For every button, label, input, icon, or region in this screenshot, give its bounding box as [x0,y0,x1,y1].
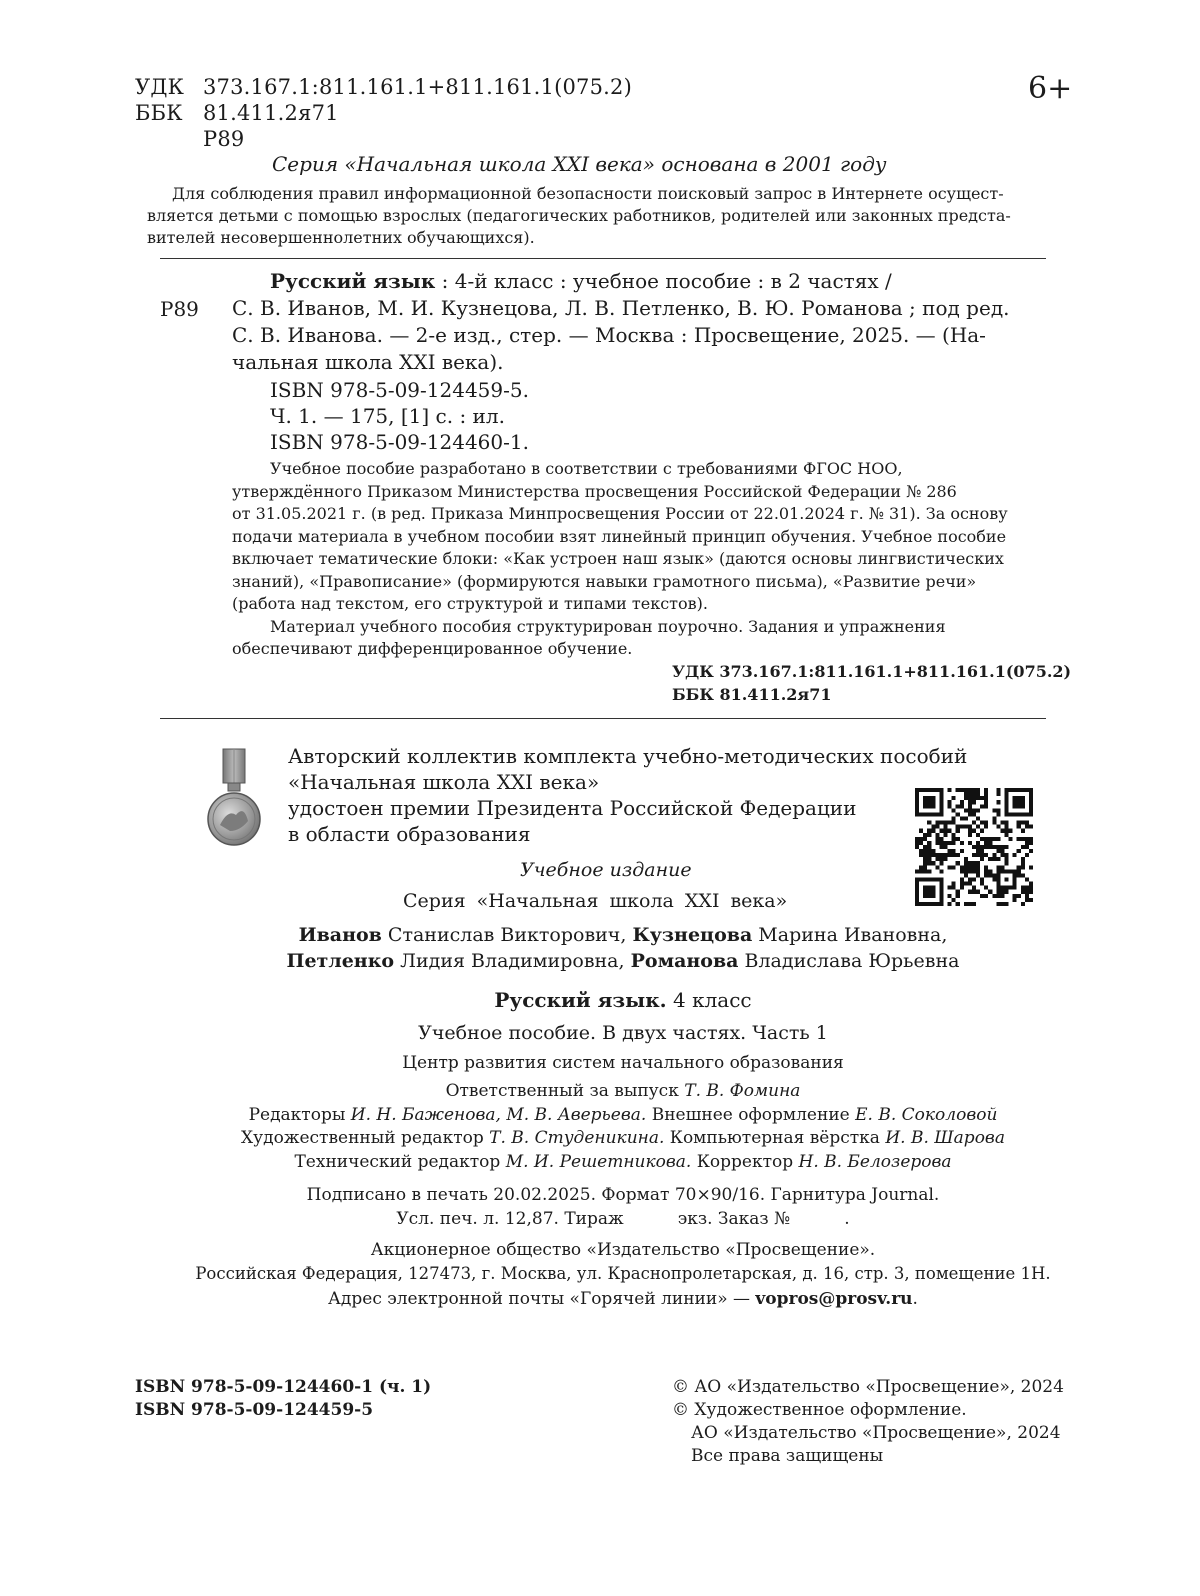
footer-isbn-set: ISBN 978-5-09-124459-5 [135,1400,374,1420]
publisher-line-1: Акционерное общество «Издательство «Просвещение». [370,1240,876,1260]
award-line: Авторский коллектив комплекта учебно-методических пособий [288,744,968,768]
proof-name: Н. В. Белозерова [798,1151,952,1172]
imprint-title-bold: Русский язык. [494,988,667,1012]
author-names: Марина Ивановна, [752,924,948,946]
annotation-line: (работа над текстом, его структурой и типами текстов). [232,594,708,613]
award-line: «Начальная школа XXI века» [288,770,600,794]
series-note: Серия «Начальная школа XXI века» основана в 2001 году [272,152,887,176]
safety-notice-line: вителей несовершеннолетних обучающихся). [147,228,535,247]
annotation-line: Материал учебного пособия структурирован поурочно. Задания и упражнения [270,616,946,636]
age-rating: 6+ [1028,71,1073,106]
author-surname: Кузнецова [632,924,753,946]
proof-label: Корректор [691,1151,799,1172]
edition-type: Учебное издание [520,859,692,881]
art-editor-line [150,1127,1096,1151]
divider-top [160,258,1046,259]
award-line: в области образования [288,822,531,846]
catalog-line-3: С. В. Иванова. — 2-е изд., стер. — Москва : Просвещение, 2025. — (На- [232,323,986,347]
qr-code-icon [915,788,1033,906]
imprint-title-rest: 4 класс [666,988,752,1012]
editors-names: И. Н. Баженова, М. В. Аверьева. [350,1104,647,1125]
footer-isbn [135,1376,431,1422]
email-tail: . [912,1289,918,1309]
award-text [288,743,967,847]
catalog-mark: Р89 [160,297,199,321]
annotation-line: Учебное пособие разработано в соответствии с требованиями ФГОС НОО, [270,459,903,478]
responsible-line [150,1080,1096,1104]
publisher-line-2: Российская Федерация, 127473, г. Москва, ул. Краснопролетарская, д. 16, стр. 3, помещение 1Н. [195,1264,1051,1283]
imprint-credits [150,1080,1096,1174]
tech-editor-label: Технический редактор [294,1151,506,1172]
responsible-label: Ответственный за выпуск [445,1081,685,1101]
safety-notice-line: вляется детьми с помощью взрослых (педагогических работников, родителей или законных предста- [147,206,1011,225]
imprint-series: Серия «Начальная школа XXI века» [403,890,788,912]
catalog-bbk: ББК 81.411.2я71 [672,685,832,704]
email-link[interactable]: vopros@prosv.ru [755,1289,913,1309]
catalog-entry [232,268,1046,376]
publisher-info [130,1238,1116,1286]
catalog-title: Русский язык [270,269,436,293]
copyright-line: © АО «Издательство «Просвещение», 2024 [672,1377,1064,1397]
author-names: Лидия Владимировна, [394,950,625,972]
editors-label: Редакторы [248,1104,351,1125]
bbk-value: 81.411.2я71 [203,101,339,125]
catalog-isbn-block [270,377,529,455]
copyright-line: АО «Издательство «Просвещение», 2024 [691,1423,1061,1443]
print-line-1: Подписано в печать 20.02.2025. Формат 70×90/16. Гарнитура Journal. [306,1185,940,1205]
annotation-line: включает тематические блоки: «Как устроен наш язык» (даются основы лингвистических [232,549,1004,568]
copyright-line: Все права защищены [691,1446,884,1466]
imprint-authors [150,922,1096,974]
art-editor-label: Художественный редактор [241,1128,490,1148]
annotation-line: подачи материала в учебном пособии взят линейный принцип обучения. Учебное пособие [232,526,1007,546]
imprint-subtitle: Учебное пособие. В двух частях. Часть 1 [418,1022,828,1044]
safety-notice [147,183,1011,249]
catalog-annotation [232,458,1008,661]
annotation-line: от 31.05.2021 г. (в ред. Приказа Минпросвещения России от 22.01.2024 г. № 31). За основу [232,504,1008,523]
catalog-udk: УДК 373.167.1:811.161.1+811.161.1(075.2) [672,662,1072,681]
art-editor-name: Т. В. Студеникина. [489,1128,665,1148]
authors-line-2 [150,948,1096,974]
safety-notice-line: Для соблюдения правил информационной безопасности поисковый запрос в Интернете осущест- [172,184,1004,203]
catalog-line-text: : 4-й класс : учебное пособие : в 2 частях / [435,269,892,293]
editors-line [150,1104,1096,1128]
catalog-line-4: чальная школа XXI века). [232,350,504,374]
cover-label: Внешнее оформление [646,1104,856,1125]
medal-icon [206,745,262,851]
responsible-name: Т. В. Фомина [684,1081,801,1101]
author-names: Владислава Юрьевна [738,950,960,972]
authors-line-1 [150,922,1096,948]
tech-editor-name: М. И. Решетникова. [505,1151,692,1172]
divider-middle [160,718,1046,719]
imprint-center: Центр развития систем начального образования [402,1053,844,1073]
udk-value: 373.167.1:811.161.1+811.161.1(075.2) [203,75,633,99]
footer-copyright [672,1376,1064,1468]
author-mark: Р89 [203,127,245,151]
award-line: удостоен премии Президента Российской Федерации [288,796,857,820]
print-line-2: Усл. печ. л. 12,87. Тираж экз. Заказ № . [396,1208,850,1229]
email-label: Адрес электронной почты «Горячей линии» — [328,1289,756,1309]
annotation-line: обеспечивают дифференцированное обучение. [232,639,633,658]
catalog-line-2: С. В. Иванов, М. И. Кузнецова, Л. В. Петленко, В. Ю. Романова ; под ред. [232,296,1010,320]
bbk-label: ББК [135,101,183,125]
author-surname: Иванов [298,924,382,946]
footer-isbn-part: ISBN 978-5-09-124460-1 (ч. 1) [135,1377,432,1397]
layout-name: И. В. Шарова [885,1128,1005,1148]
copyright-line: © Художественное оформление. [672,1400,967,1420]
hotline-email [150,1288,1096,1310]
catalog-isbn-part: ISBN 978-5-09-124460-1. [270,430,529,454]
author-names: Станислав Викторович, [381,924,627,946]
imprint-title [150,987,1096,1013]
cover-name: Е. В. Соколовой [855,1104,998,1125]
layout-label: Компьютерная вёрстка [664,1128,886,1148]
catalog-line-1 [232,268,1046,295]
annotation-line: утверждённого Приказом Министерства просвещения Российской Федерации № 286 [232,481,957,501]
author-surname: Романова [630,950,739,972]
catalog-part: Ч. 1. — 175, [1] с. : ил. [270,404,505,428]
print-info [150,1184,1096,1231]
author-surname: Петленко [286,950,395,972]
annotation-line: знаний), «Правописание» (формируются навыки грамотного письма), «Развитие речи» [232,571,977,591]
catalog-isbn-set: ISBN 978-5-09-124459-5. [270,378,529,402]
udk-label: УДК [135,75,185,99]
tech-editor-line [150,1151,1096,1175]
